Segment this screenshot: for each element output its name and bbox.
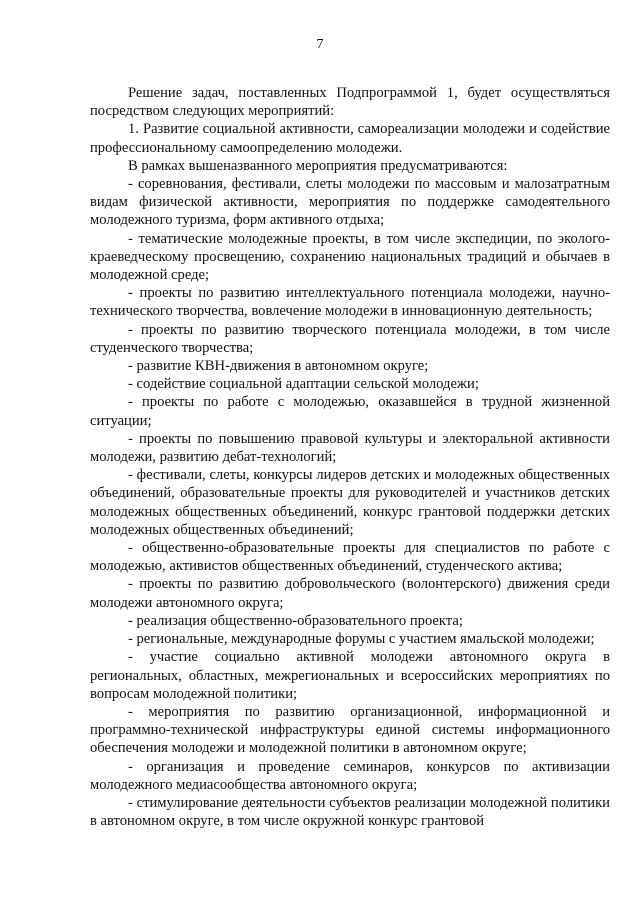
list-item: - стимулирование деятельности субъектов реализации молодежной политики в автономном округе, в том числе окружной конкурс грантовой [90, 794, 610, 830]
list-item: - региональные, международные форумы с участием ямальской молодежи; [128, 631, 595, 648]
document-body [90, 84, 610, 830]
list-item: - проекты по работе с молодежью, оказавшейся в трудной жизненной ситуации; [90, 394, 610, 429]
list-item: - участие социально активной молодежи автономного округа в региональных, областных, межрегиональных и всероссийских мероприятиях по вопросам молодежной политики; [90, 649, 610, 702]
list-item: - общественно-образовательные проекты для специалистов по работе с молодежью, активистов общественных объединений, студенческого актива; [90, 540, 610, 575]
list-item: - мероприятия по развитию организационной, информационной и программно-технической инфраструктуры единой системы информационного обеспечения молодежи и молодежной политики в автономном округе; [90, 703, 610, 757]
paragraph-section-heading: 1. Развитие социальной активности, самореализации молодежи и содействие профессиональному самоопределению молодежи. [90, 121, 610, 156]
list-item: - проекты по развитию творческого потенциала молодежи, в том числе студенческого творчества; [90, 321, 610, 356]
list-item: - проекты по развитию интеллектуального потенциала молодежи, научно-технического творчества, вовлечение молодежи в инновационную деятельность; [90, 285, 610, 320]
paragraph-intro: Решение задач, поставленных Подпрограммой 1, будет осуществляться посредством следующих мероприятий: [90, 85, 610, 120]
list-item: - развитие КВН-движения в автономном округе; [128, 358, 429, 375]
list-item: - проекты по развитию добровольческого (волонтерского) движения среди молодежи автономного округа; [90, 576, 610, 611]
paragraph-list-intro: В рамках вышеназванного мероприятия предусматриваются: [128, 157, 508, 174]
list-item: - проекты по повышению правовой культуры и электоральной активности молодежи, развитию дебат-технологий; [90, 430, 610, 466]
list-item: - реализация общественно-образовательного проекта; [128, 612, 463, 629]
list-item: - организация и проведение семинаров, конкурсов по активизации молодежного медиасообщества автономного округа; [90, 758, 610, 793]
list-item: - содействие социальной адаптации сельской молодежи; [128, 376, 479, 393]
list-item: - тематические молодежные проекты, в том числе экспедиции, по эколого-краеведческому просвещению, сохранению национальных традиций и обычаев в молодежной среде; [90, 230, 610, 284]
list-item: - соревнования, фестивали, слеты молодежи по массовым и малозатратным видам физической активности, мероприятия по поддержке самодеятельного молодежного туризма, форм активного отдыха; [90, 176, 610, 229]
page-number: 7 [316, 37, 324, 52]
list-item: - фестивали, слеты, конкурсы лидеров детских и молодежных общественных объединений, образовательные проекты для руководителей и участников детских молодежных общественных объединений, конкурс грантовой поддержки детских молодежных общественных объединений; [90, 467, 610, 538]
